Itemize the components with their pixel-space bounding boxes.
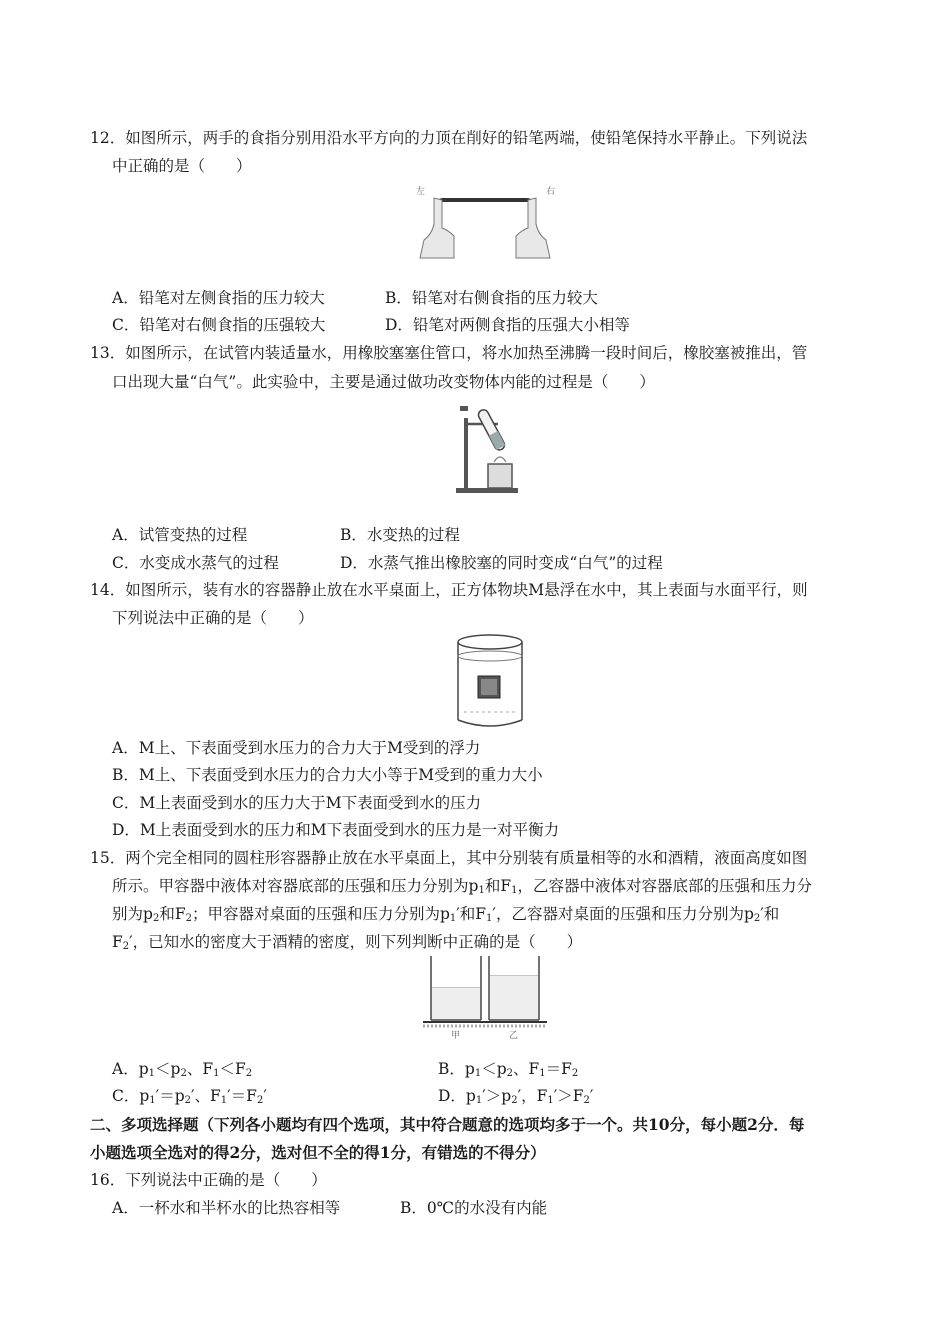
q13-test-tube-figure	[450, 398, 522, 496]
section2-heading-line1: 二、多项选择题（下列各小题均有四个选项，其中符合题意的选项均多于一个。共10分，每小题2分．每	[90, 1115, 805, 1134]
q13-option-c: C．水变成水蒸气的过程	[112, 554, 279, 572]
q14-option-d: D．M上表面受到水的压力和M下表面受到水的压力是一对平衡力	[112, 821, 560, 839]
q12-option-d: D．铅笔对两侧食指的压强大小相等	[385, 316, 630, 334]
q15-two-containers-figure	[423, 952, 549, 1042]
q15-stem-line2: 所示。甲容器中液体对容器底部的压强和压力分别为$p_1$和$F_1$，乙容器中液体对容器底部的压强和压力分	[112, 877, 812, 896]
q12-pencil-fingers-figure	[410, 180, 560, 264]
q14-stem-line1: 14．如图所示，装有水的容器静止放在水平桌面上，正方体物块M悬浮在水中，其上表面与水面平行，则	[90, 581, 808, 599]
q16-stem: 16．下列说法中正确的是（ ）	[90, 1171, 327, 1189]
q14-option-a: A．M上、下表面受到水压力的合力大于M受到的浮力	[112, 739, 481, 757]
q12-fig-label-right: 右	[546, 187, 556, 197]
section2-heading-line2: 小题选项全选对的得2分，选对但不全的得1分，有错选的不得分）	[90, 1143, 546, 1162]
q12-fig-label-left: 左	[416, 187, 426, 197]
q12-stem-line1: 12．如图所示，两手的食指分别用沿水平方向的力顶在削好的铅笔两端，使铅笔保持水平静止。下列说法	[90, 129, 808, 147]
q15-option-c: C．$p_1'=p_2'$、$F_1'=F_2'$	[112, 1087, 267, 1106]
q15-option-b: B．$p_1<p_2$、$F_1=F_2$	[438, 1060, 579, 1079]
q15-stem-line1: 15．两个完全相同的圆柱形容器静止放在水平桌面上，其中分别装有质量相等的水和酒精，液面高度如图	[90, 849, 808, 867]
q13-stem-line1: 13．如图所示，在试管内装适量水，用橡胶塞塞住管口，将水加热至沸腾一段时间后，橡胶塞被推出，管	[90, 344, 808, 362]
q14-container-figure	[452, 632, 528, 732]
q13-option-a: A．试管变热的过程	[112, 526, 248, 544]
q15-fig-label-yi: 乙	[509, 1031, 519, 1041]
q14-option-b: B．M上、下表面受到水压力的合力大小等于M受到的重力大小	[112, 766, 543, 784]
q14-option-c: C．M上表面受到水的压力大于M下表面受到水的压力	[112, 794, 482, 812]
q15-stem-line4: $F_2'$，已知水的密度大于酒精的密度，则下列判断中正确的是（ ）	[112, 933, 583, 952]
q15-option-d: D．$p_1'>p_2'$，$F_1'>F_2'$	[438, 1087, 594, 1106]
q13-stem-line2: 口出现大量“白气”。此实验中，主要是通过做功改变物体内能的过程是（ ）	[112, 373, 655, 391]
q12-option-c: C．铅笔对右侧食指的压强较大	[112, 316, 326, 334]
q12-option-b: B．铅笔对右侧食指的压力较大	[385, 289, 598, 307]
q13-option-d: D．水蒸气推出橡胶塞的同时变成“白气”的过程	[340, 554, 663, 572]
q16-option-b: B．0℃的水没有内能	[400, 1199, 548, 1217]
q15-option-a: A．$p_1<p_2$、$F_1<F_2$	[112, 1060, 253, 1079]
q15-stem-line3: 别为$p_2$和$F_2$；甲容器对桌面的压强和压力分别为$p_1'$和$F_1'$，乙容器对桌面的压强和压力分别为$p_2'$和	[112, 905, 780, 924]
q12-stem-line2: 中正确的是（ ）	[112, 157, 252, 175]
q16-option-a: A．一杯水和半杯水的比热容相等	[112, 1199, 341, 1217]
q13-option-b: B．水变热的过程	[340, 526, 460, 544]
q12-option-a: A．铅笔对左侧食指的压力较大	[112, 289, 325, 307]
q15-fig-label-jia: 甲	[451, 1031, 461, 1041]
q14-stem-line2: 下列说法中正确的是（ ）	[112, 609, 314, 627]
